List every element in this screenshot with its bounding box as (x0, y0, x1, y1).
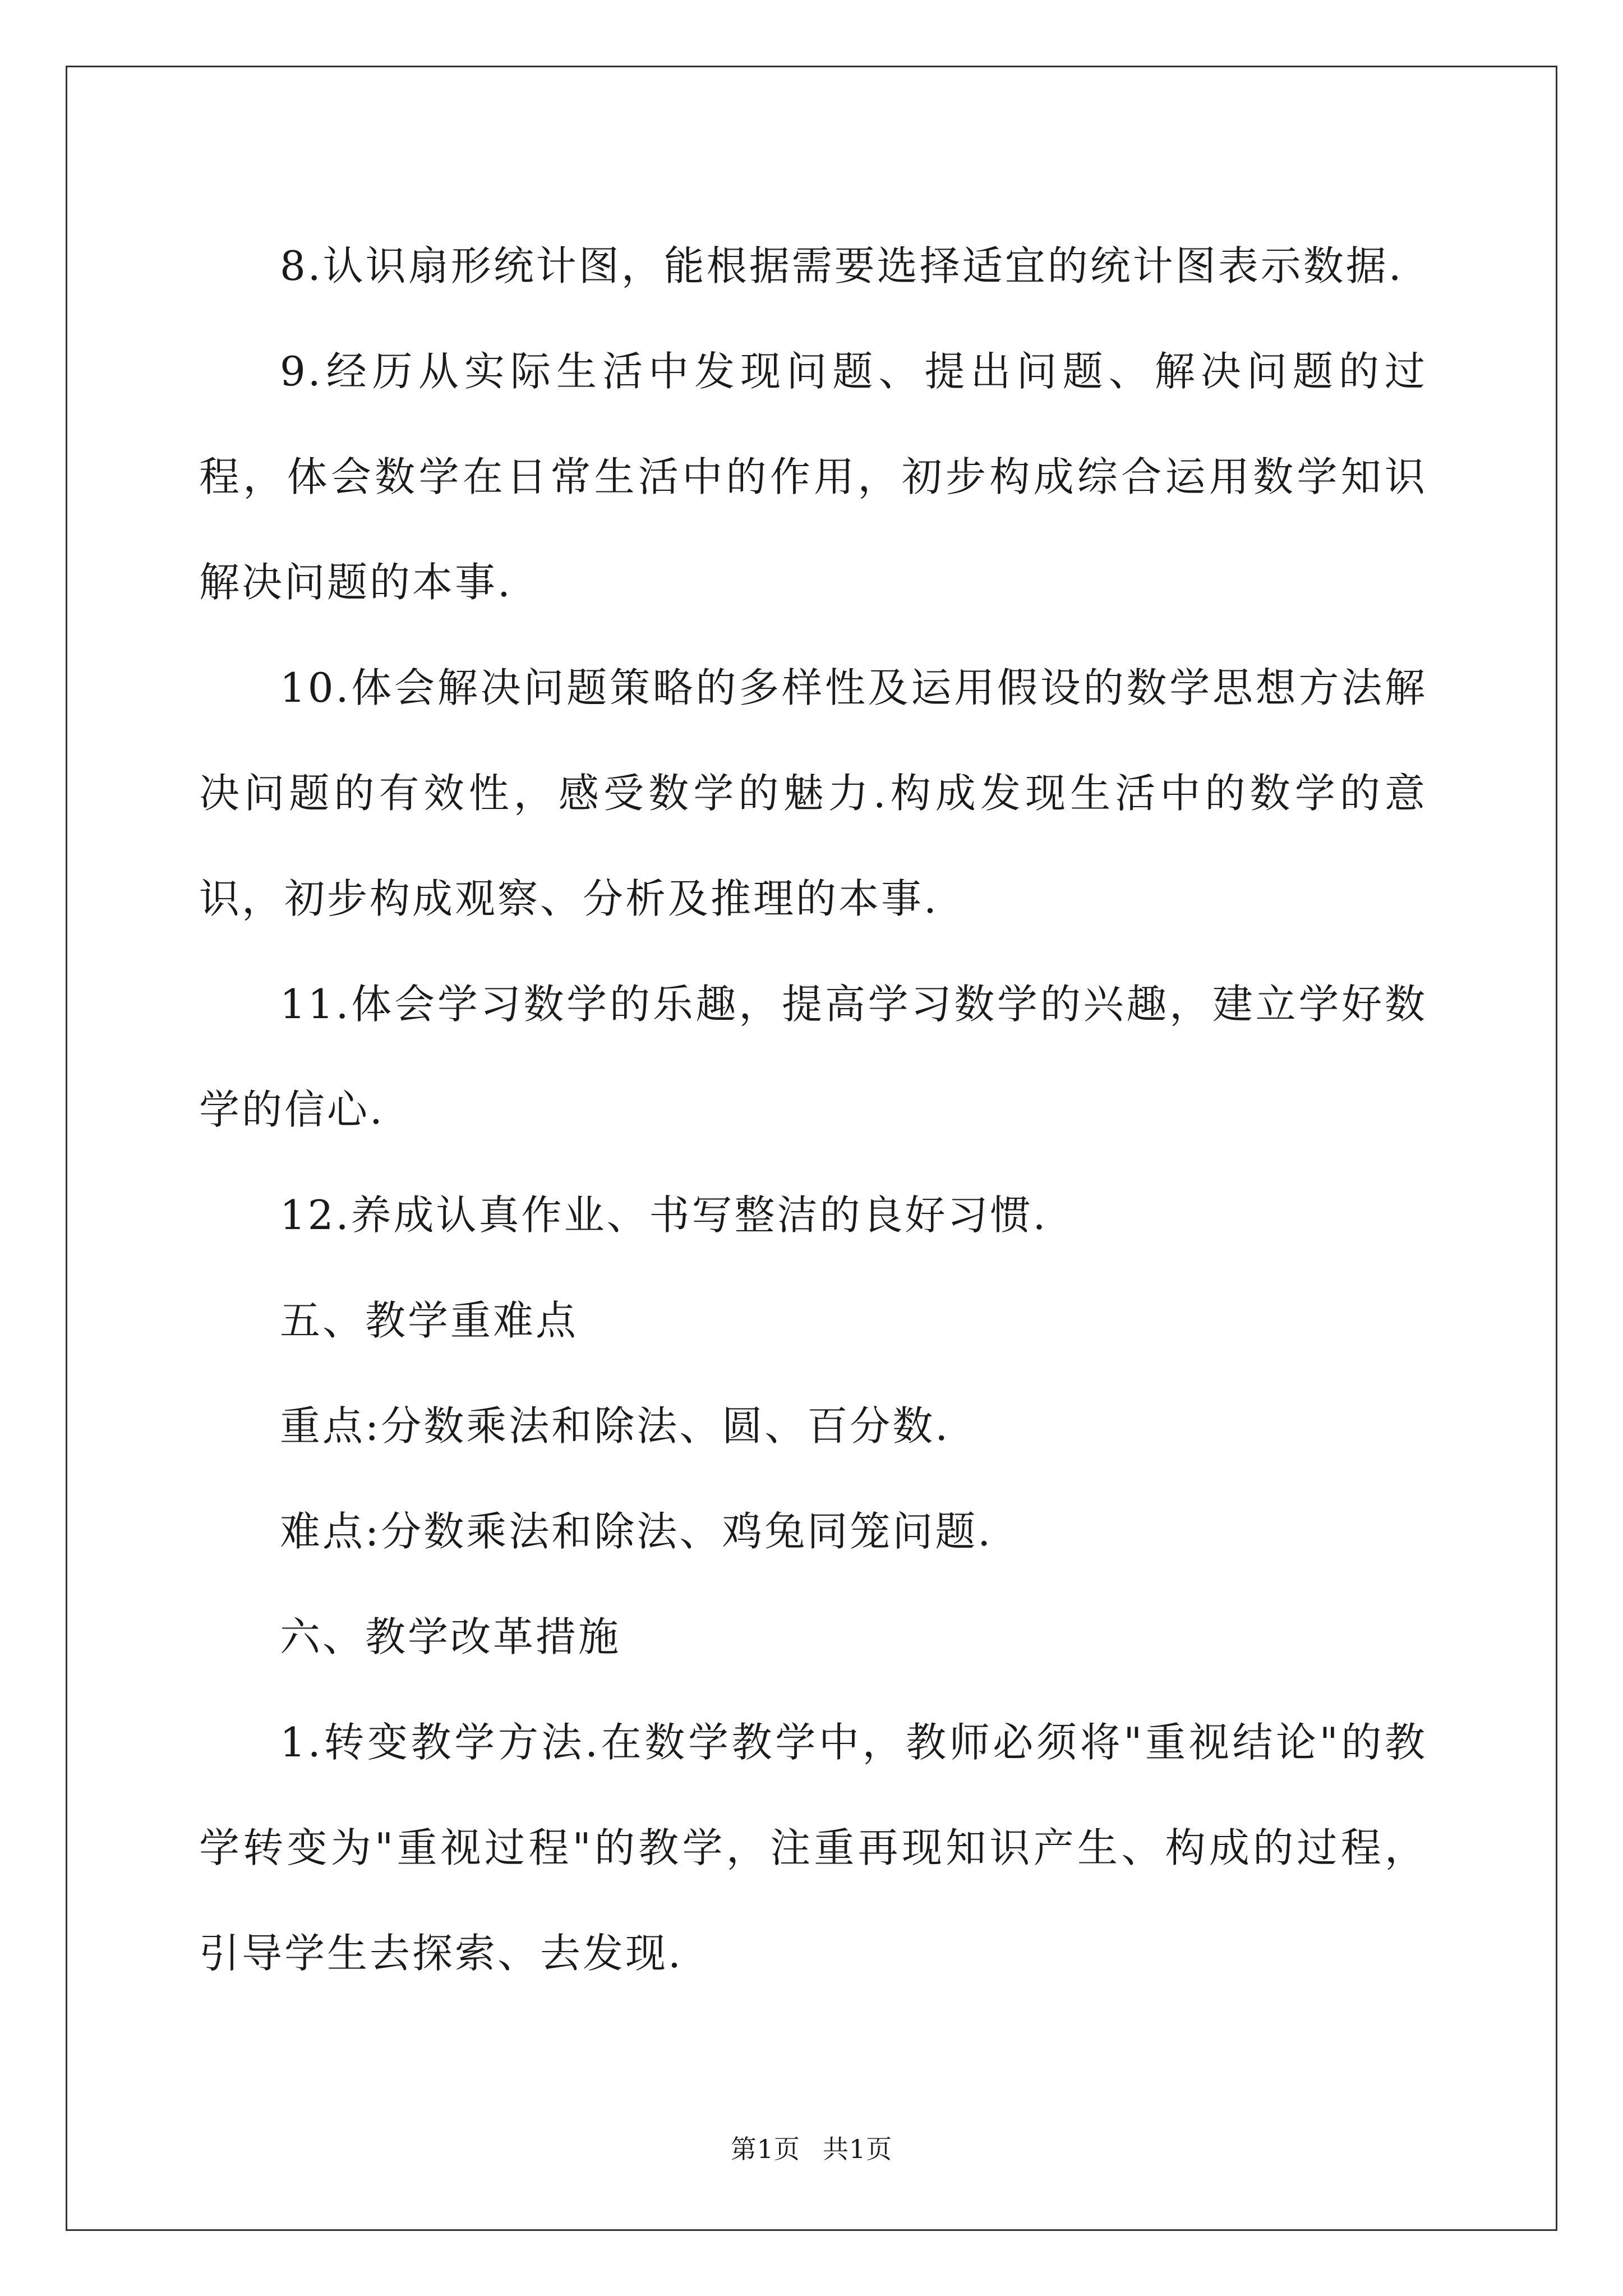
page-total: 共1页 (823, 2134, 893, 2164)
measure-item-1: 1.转变教学方法.在数学教学中，教师必须将"重视结论"的教学转变为"重视过程"的教学，注重再现知识产生、构成的过程，引导学生去探索、去发现. (199, 1719, 1427, 1977)
section-heading-5: 五、教学重难点 (280, 1297, 579, 1344)
difficult-points-line: 难点:分数乘法和除法、鸡兔同笼问题. (280, 1508, 993, 1555)
list-item-8: 8.认识扇形统计图，能根据需要选择适宜的统计图表示数据. (280, 242, 1404, 289)
list-item-9: 9.经历从实际生活中发现问题、提出问题、解决问题的过程，体会数学在日常生活中的作用，初步构成综合运用数学知识解决问题的本事. (199, 348, 1427, 606)
page-footer (0, 2129, 1623, 2166)
list-item-12: 12.养成认真作业、书写整洁的良好习惯. (280, 1191, 1048, 1239)
key-points-line: 重点:分数乘法和除法、圆、百分数. (280, 1402, 951, 1450)
page-number: 第1页 (730, 2134, 800, 2164)
list-item-10: 10.体会解决问题策略的多样性及运用假设的数学思想方法解决问题的有效性，感受数学的魅力.构成发现生活中的数学的意识，初步构成观察、分析及推理的本事. (199, 664, 1427, 922)
document-body (199, 213, 1427, 2006)
list-item-11: 11.体会学习数学的乐趣，提高学习数学的兴趣，建立学好数学的信心. (199, 981, 1427, 1133)
section-heading-6: 六、教学改革措施 (280, 1613, 621, 1660)
